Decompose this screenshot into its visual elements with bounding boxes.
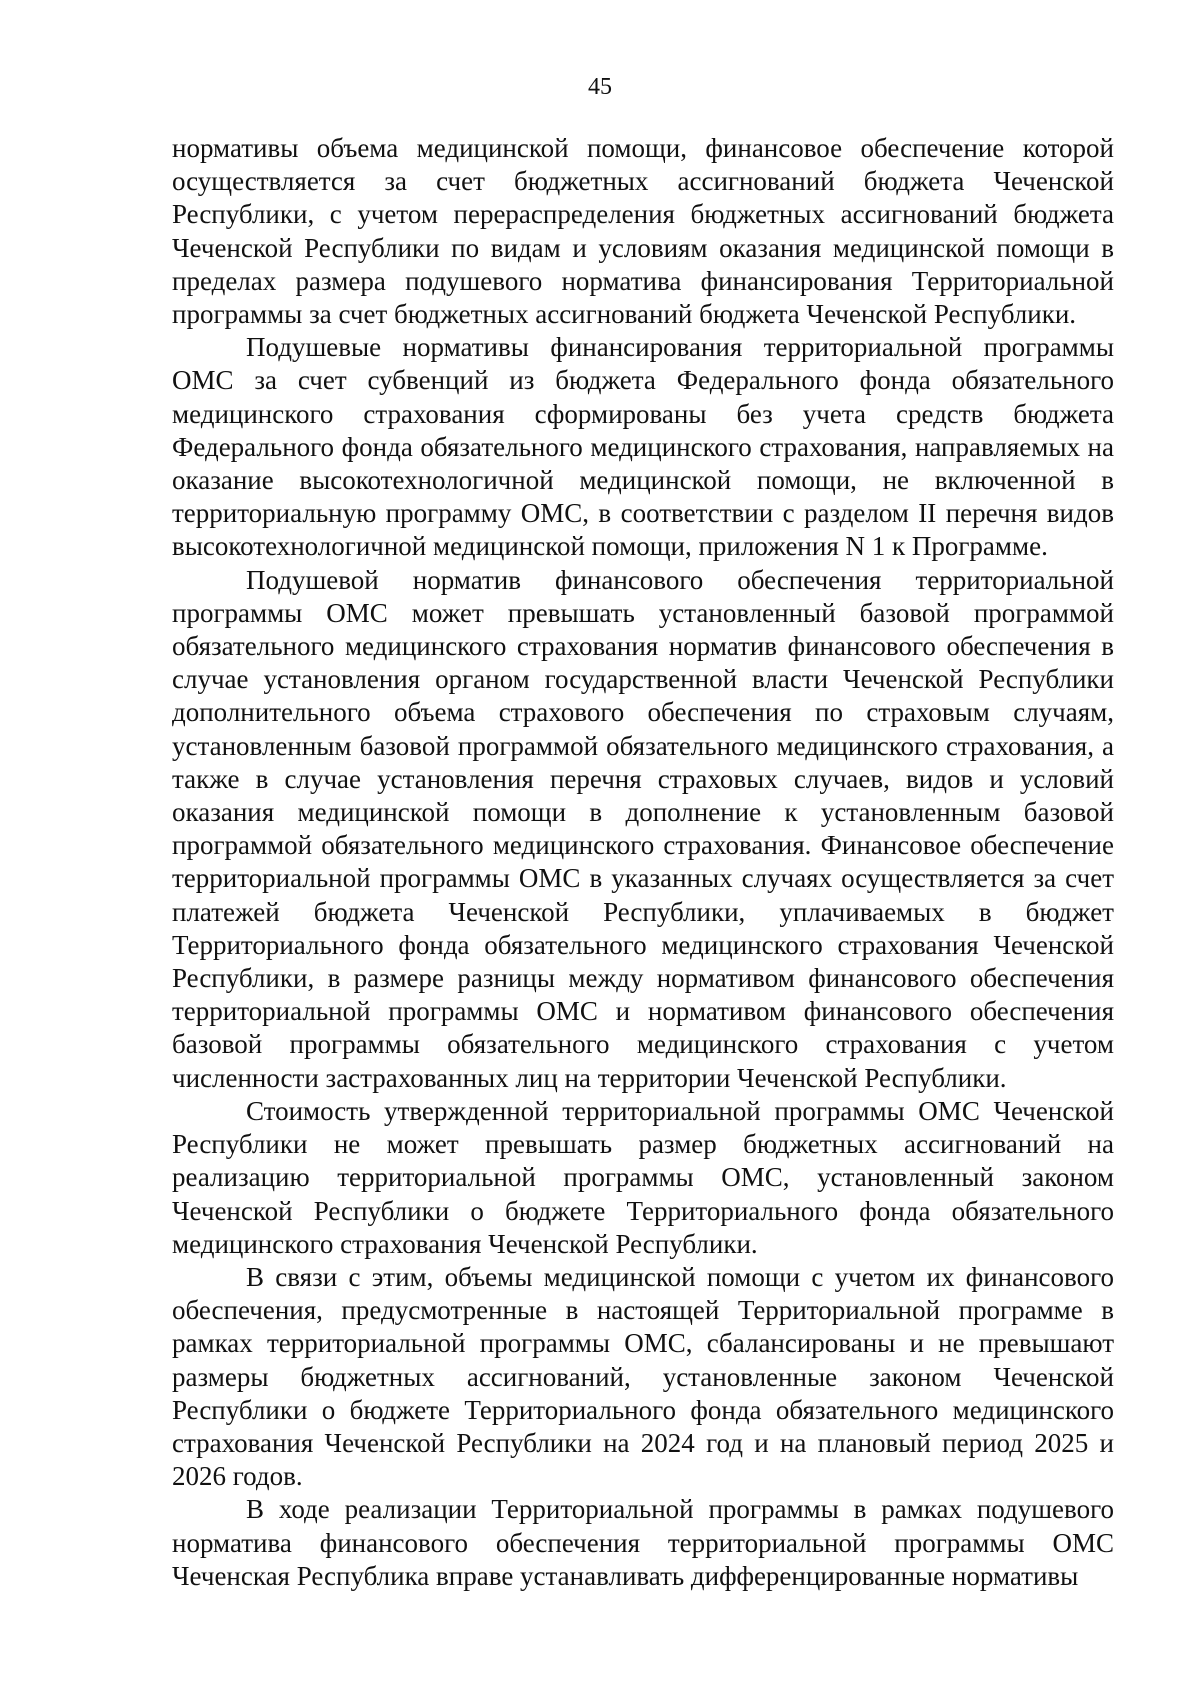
paragraph-per-capita-norm-excess: Подушевой норматив финансового обеспечения территориальной программы ОМС может превышать установленный базовой программой обязательного медицинского страхования норматив финансового обеспечения в случае установления органом государственной власти Чеченской Республики дополнительного объема страхового обеспечения по страховым случаям, установленным базовой программой обязательного медицинского страхования, а также в случае установления перечня страховых случаев, видов и условий оказания медицинской помощи в дополнение к установленным базовой программой обязательного медицинского страхования. Финансовое обеспечение территориальной программы ОМС в указанных случаях осуществляется за счет платежей бюджета Чеченской Республики, уплачиваемых в бюджет Территориального фонда обязательного медицинского страхования Чеченской Республики, в размере разницы между нормативом финансового обеспечения территориальной программы ОМС и нормативом финансового обеспечения базовой программы обязательного медицинского страхования с учетом численности застрахованных лиц на территории Чеченской Республики. xyxy=(172,564,1114,1093)
paragraph-differentiated-standards: В ходе реализации Территориальной программы в рамках подушевого норматива финансового обеспечения территориальной программы ОМС Чеченская Республика вправе устанавливать дифференцированные нормативы xyxy=(172,1494,1114,1591)
page-number: 45 xyxy=(588,74,612,100)
paragraph-volumes-balanced: В связи с этим, объемы медицинской помощи с учетом их финансового обеспечения, предусмотренные в настоящей Территориальной программе в рамках территориальной программы ОМС, сбалансированы и не превышают размеры бюджетных ассигнований, установленные законом Чеченской Республики о бюджете Территориального фонда обязательного медицинского страхования Чеченской Республики на 2024 год и на плановый период 2025 и 2026 годов. xyxy=(172,1261,1114,1492)
paragraph-program-cost: Стоимость утвержденной территориальной программы ОМС Чеченской Республики не может превышать размер бюджетных ассигнований на реализацию территориальной программы ОМС, установленный законом Чеченской Республики о бюджете Территориального фонда обязательного медицинского страхования Чеченской Республики. xyxy=(172,1095,1114,1259)
document-body xyxy=(172,132,1114,1593)
paragraph-per-capita-standards: Подушевые нормативы финансирования территориальной программы ОМС за счет субвенций из бюджета Федерального фонда обязательного медицинского страхования сформированы без учета средств бюджета Федерального фонда обязательного медицинского страхования, направляемых на оказание высокотехнологичной медицинской помощи, не включенной в территориальную программу ОМС, в соответствии с разделом II перечня видов высокотехнологичной медицинской помощи, приложения N 1 к Программе. xyxy=(172,332,1114,562)
paragraph-budget-standards: нормативы объема медицинской помощи, финансовое обеспечение которой осуществляется за счет бюджетных ассигнований бюджета Чеченской Республики, с учетом перераспределения бюджетных ассигнований бюджета Чеченской Республики по видам и условиям оказания медицинской помощи в пределах размера подушевого норматива финансирования Территориальной программы за счет бюджетных ассигнований бюджета Чеченской Республики. xyxy=(172,133,1114,330)
